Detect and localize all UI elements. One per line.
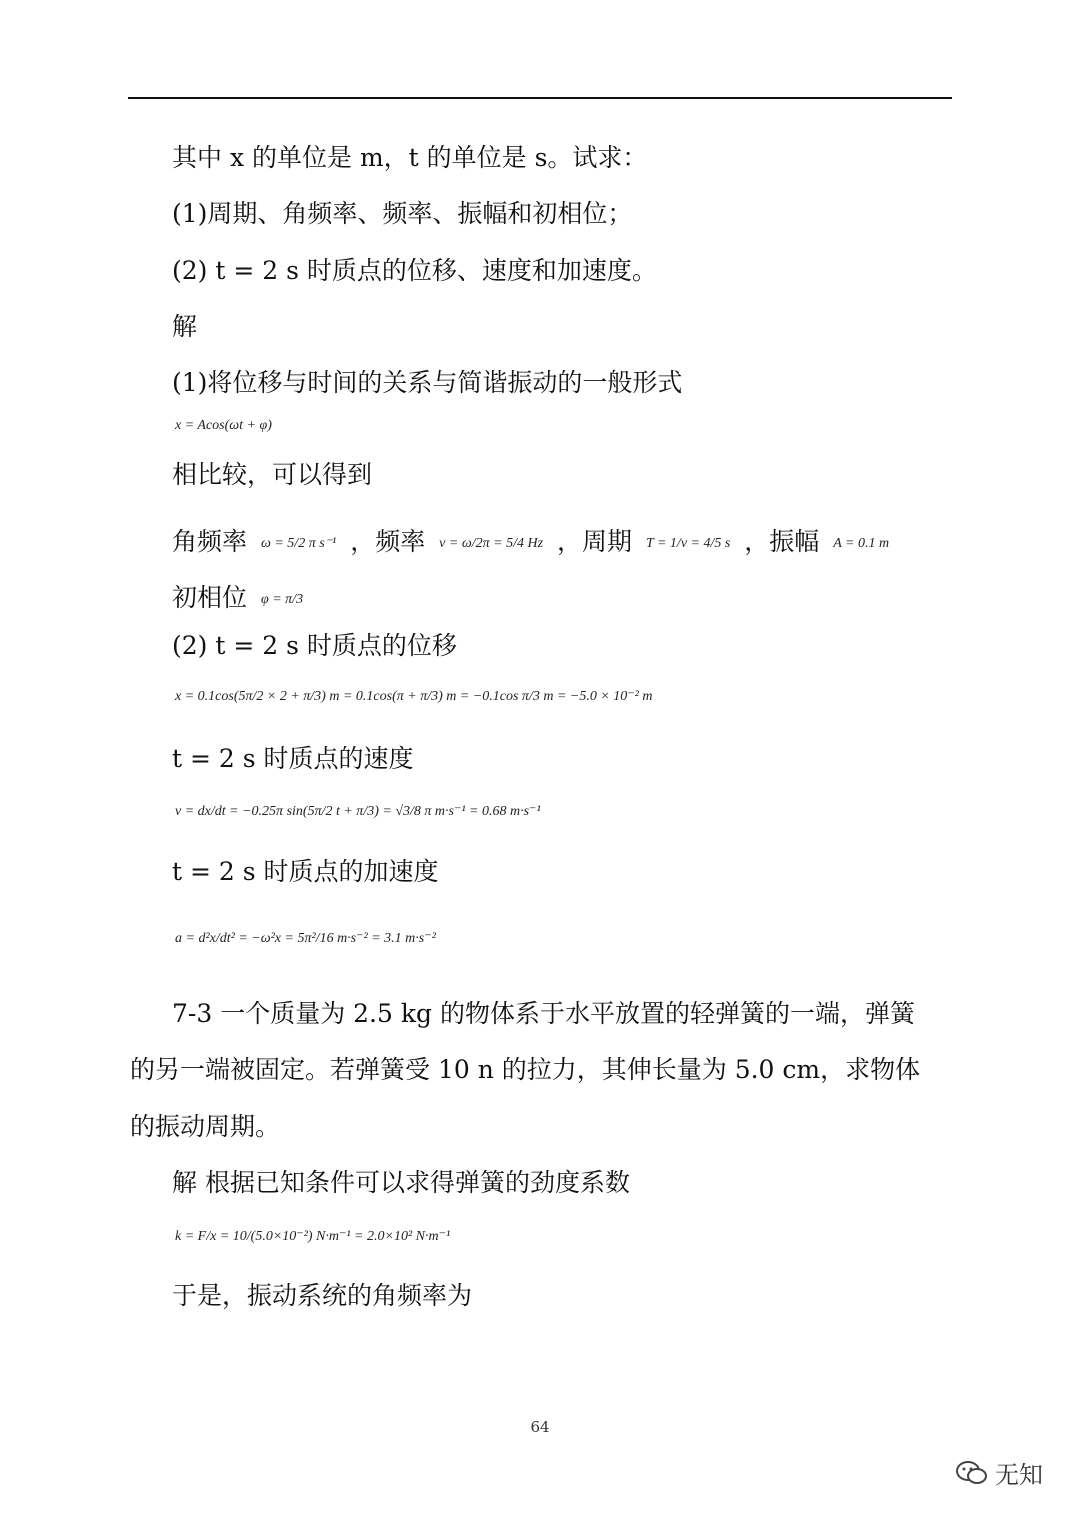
text-line: t = 2 s 时质点的加速度 (172, 857, 439, 886)
label-amplitude: ，振幅 (744, 527, 820, 556)
text-line-angular-frequency (172, 527, 895, 559)
formula-omega: ω = 5/2 π s⁻¹ (260, 535, 337, 551)
label-angular-frequency: 角频率 (172, 527, 248, 556)
header-rule (128, 97, 952, 99)
text-line: 的另一端被固定。若弹簧受 10 n 的拉力，其伸长量为 5.0 cm，求物体 (130, 1055, 921, 1084)
formula-spring-constant: k = F/x = 10/(5.0×10⁻²) N·m⁻¹ = 2.0×10² N·m⁻¹ (175, 1229, 451, 1244)
label-frequency: ，频率 (350, 527, 426, 556)
wechat-icon (955, 1460, 989, 1486)
text-line: (2) t = 2 s 时质点的位移、速度和加速度。 (172, 256, 657, 285)
formula-general: x = Acos(ωt + φ) (175, 418, 272, 433)
text-line: 相比较，可以得到 (172, 460, 373, 489)
text-line: 解 根据已知条件可以求得弹簧的劲度系数 (172, 1168, 630, 1197)
formula-phi: φ = π/3 (260, 591, 304, 607)
text-line: (1)将位移与时间的关系与简谐振动的一般形式 (172, 368, 683, 397)
text-line: 于是，振动系统的角频率为 (172, 1281, 473, 1310)
text-line: (1)周期、角频率、频率、振幅和初相位； (172, 199, 633, 228)
formula-displacement: x = 0.1cos(5π/2 × 2 + π/3) m = 0.1cos(π + π/3) m = −0.1cos π/3 m = −5.0 × 10⁻² m (175, 689, 653, 704)
text-line: 7-3 一个质量为 2.5 kg 的物体系于水平放置的轻弹簧的一端，弹簧 (172, 999, 915, 1028)
formula-period: T = 1/ν = 4/5 s (645, 535, 731, 551)
watermark (955, 1455, 1043, 1490)
text-line-initial-phase (172, 583, 309, 615)
text-line: 解 (172, 312, 198, 341)
formula-acceleration: a = d²x/dt² = −ω²x = 5π²/16 m·s⁻² = 3.1 m·s⁻² (175, 931, 436, 946)
formula-nu: ν = ω/2π = 5/4 Hz (439, 535, 544, 551)
text-line: 的振动周期。 (130, 1112, 281, 1141)
label-period: ，周期 (556, 527, 632, 556)
text-line: 其中 x 的单位是 m，t 的单位是 s。试求： (172, 143, 648, 172)
text-line: t = 2 s 时质点的速度 (172, 744, 414, 773)
formula-amplitude: A = 0.1 m (833, 535, 890, 551)
watermark-text: 无知 (995, 1461, 1043, 1489)
label-initial-phase: 初相位 (172, 583, 248, 612)
text-line: (2) t = 2 s 时质点的位移 (172, 631, 457, 660)
page-number: 64 (530, 1418, 550, 1436)
formula-velocity: v = dx/dt = −0.25π sin(5π/2 t + π/3) = √3/8 π m·s⁻¹ = 0.68 m·s⁻¹ (175, 804, 541, 819)
